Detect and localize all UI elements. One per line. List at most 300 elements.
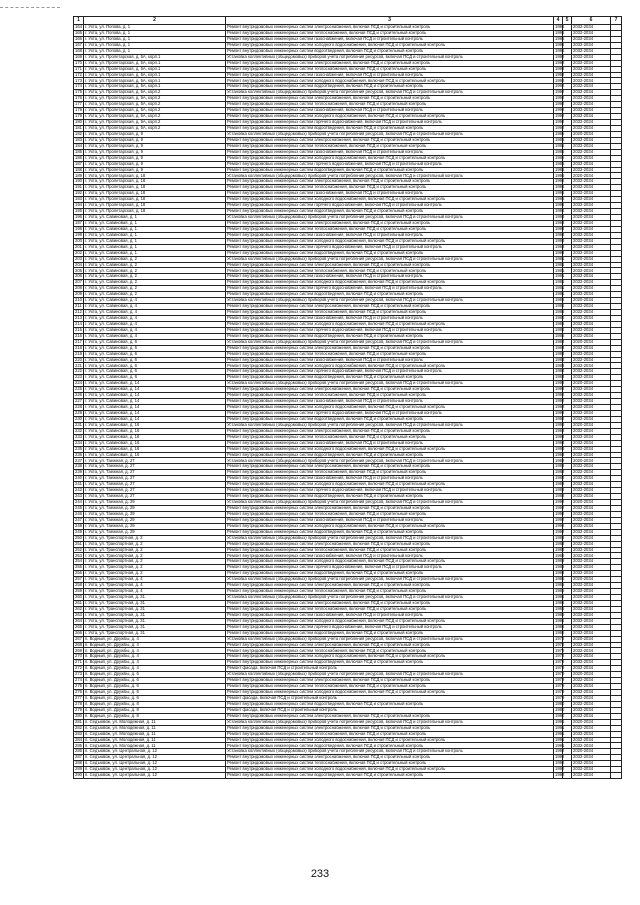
work-type-cell: Ремонт внутридомовых инженерных систем газоснабжения, включая ПСД и строительный контроль: [226, 191, 554, 197]
address-cell: г. Ухта, ул. Транспортная, д. 2: [84, 547, 226, 553]
build-year-cell: 1980: [555, 712, 565, 718]
build-year-cell: 1988: [555, 552, 565, 558]
build-year-cell: 1993: [555, 231, 565, 237]
build-year-cell: 1992: [555, 77, 565, 83]
row-number-cell: 177: [75, 101, 82, 107]
address-cell: г. Ухта, ул. Савиновая, д. 16: [84, 422, 226, 428]
row-number-cell: 188: [75, 166, 82, 172]
build-year-cell: 1985: [555, 588, 565, 594]
work-type-cell: Ремонт внутридомовых инженерных систем горячего водоснабжения, включая ПСД и строительный контроль: [226, 244, 554, 250]
work-type-cell: Установка коллективных (общедомовых) приборов учета потребления ресурсов, включая ПСД и строительный контроль: [226, 90, 554, 96]
address-cell: п. Седъювож, ул. Центральная, д. 12: [84, 773, 226, 779]
build-year-cell: 1996: [555, 208, 565, 214]
row-number-cell: 234: [75, 439, 82, 445]
build-year-cell: 1979: [555, 683, 565, 689]
row-number-cell: 200: [75, 237, 82, 243]
period-cell: 2020-2034: [572, 131, 611, 137]
work-type-cell: Ремонт внутридомовых инженерных систем горячего водоснабжения, включая ПСД и строительный контроль: [226, 565, 554, 571]
row-number-cell: 168: [75, 47, 82, 53]
row-number-cell: 264: [75, 617, 82, 623]
address-cell: г. Ухта, ул. Транспортная, д. 2: [84, 559, 226, 565]
row-number-cell: 250: [75, 534, 82, 540]
build-year-cell: 1988: [555, 457, 565, 463]
row-number-cell: 241: [75, 481, 82, 487]
period-cell: 2032-2034: [572, 440, 611, 446]
address-cell: г. Ухта, ул. Транспортная, д. 31: [84, 600, 226, 606]
period-cell: 2032-2034: [572, 238, 611, 244]
row-number-cell: 216: [75, 332, 82, 338]
row-number-cell: 290: [75, 772, 82, 778]
work-type-cell: Установка коллективных (общедомовых) приборов учета потребления ресурсов, включая ПСД и строительный контроль: [226, 298, 554, 304]
work-type-cell: Установка коллективных (общедомовых) приборов учета потребления ресурсов, включая ПСД и строительный контроль: [226, 339, 554, 345]
period-cell: 2032-2034: [572, 345, 611, 351]
address-cell: г. Ухта, ул. Савиновая, д. 14: [84, 393, 226, 399]
row-number-cell: 195: [75, 208, 82, 214]
period-cell: 2032-2034: [572, 286, 611, 292]
build-year-cell: 1983: [555, 368, 565, 374]
row-number-cell: 185: [75, 148, 82, 154]
work-type-cell: Ремонт внутридомовых инженерных систем водоотведения, включая ПСД и строительный контроль: [226, 494, 554, 500]
work-type-cell: Ремонт внутридомовых инженерных систем газоснабжения, включая ПСД и строительный контроль: [226, 274, 554, 280]
build-year-cell: 1986: [555, 297, 565, 303]
period-cell: 2020-2034: [572, 577, 611, 583]
period-cell: 2032-2034: [572, 357, 611, 363]
address-cell: г. Ухта, ул. Пролетарская, д. 5А, корп.2: [84, 96, 226, 102]
address-cell: п. Водный, ул. Дружбы, д. 6: [84, 678, 226, 684]
row-number-cell: 215: [75, 326, 82, 332]
address-cell: г. Ухта, ул. Савиновая, д. 2: [84, 280, 226, 286]
address-cell: г. Ухта, ул. Таежная, д. 27: [84, 458, 226, 464]
work-type-cell: Ремонт внутридомовых инженерных систем водоотведения, включая ПСД и строительный контроль: [226, 630, 554, 636]
row-number-cell: 227: [75, 398, 82, 404]
row-number-cell: 209: [75, 291, 82, 297]
build-year-cell: 1992: [555, 415, 565, 421]
build-year-cell: 1985: [555, 154, 565, 160]
period-cell: 2032-2034: [572, 618, 611, 624]
build-year-cell: 1992: [555, 386, 565, 392]
work-type-cell: Ремонт внутридомовых инженерных систем газоснабжения, включая ПСД и строительный контроль: [226, 36, 554, 42]
period-cell: 2020-2034: [572, 535, 611, 541]
row-number-cell: 169: [75, 53, 82, 59]
period-cell: 2032-2034: [572, 405, 611, 411]
period-cell: 2032-2034: [572, 648, 611, 654]
build-year-cell: 1985: [555, 142, 565, 148]
build-year-cell: 1992: [555, 101, 565, 107]
period-cell: 2032-2034: [572, 713, 611, 719]
work-type-cell: Ремонт внутридомовых инженерных систем водоотведения, включая ПСД и строительный контроль: [226, 125, 554, 131]
address-cell: п. Водный, ул. Дружбы, д. 4: [84, 660, 226, 666]
period-cell: 2032-2034: [572, 161, 611, 167]
build-year-cell: 1991: [555, 736, 565, 742]
period-cell: 2032-2034: [572, 606, 611, 612]
build-year-cell: 1983: [555, 374, 565, 380]
work-type-cell: Ремонт внутридомовых инженерных систем газоснабжения, включая ПСД и строительный контроль: [226, 72, 554, 78]
address-cell: г. Ухта, ул. Савиновая, д. 4: [84, 321, 226, 327]
address-cell: г. Ухта, ул. Таежная, д. 27: [84, 476, 226, 482]
work-type-cell: Установка коллективных (общедомовых) приборов учета потребления ресурсов, включая ПСД и строительный контроль: [226, 131, 554, 137]
address-cell: п. Седъювож, ул. Молодежная, д. 11: [84, 743, 226, 749]
period-cell: 2032-2034: [572, 84, 611, 90]
build-year-cell: 1980: [555, 706, 565, 712]
col-7-cell: [611, 773, 622, 779]
period-cell: 2032-2034: [572, 446, 611, 452]
work-type-cell: Ремонт внутридомовых инженерных систем водоотведения, включая ПСД и строительный контроль: [226, 773, 554, 779]
period-cell: 2032-2034: [572, 209, 611, 215]
address-cell: п. Седъювож, ул. Молодежная, д. 11: [84, 725, 226, 731]
period-cell: 2032-2034: [572, 743, 611, 749]
row-number-cell: 165: [75, 30, 82, 35]
address-cell: г. Ухта, ул. Транспортная, д. 31: [84, 612, 226, 618]
row-number-cell: 269: [75, 647, 82, 653]
period-cell: 2032-2034: [572, 125, 611, 131]
address-cell: г. Ухта, ул. Савиновая, д. 4: [84, 310, 226, 316]
work-type-cell: Ремонт внутридомовых инженерных систем электроснабжения, включая ПСД и строительный контроль: [226, 428, 554, 434]
row-number-cell: 233: [75, 433, 82, 439]
address-cell: г. Ухта, ул. Савиновая, д. 16: [84, 446, 226, 452]
build-year-cell: 1978: [555, 653, 565, 659]
build-year-cell: 1992: [555, 410, 565, 415]
build-year-cell: 1986: [555, 623, 565, 629]
address-cell: г. Ухта, ул. Таежная, д. 29: [84, 523, 226, 529]
row-number-cell: 232: [75, 427, 82, 433]
work-type-cell: Ремонт внутридомовых инженерных систем электроснабжения, включая ПСД и строительный контроль: [226, 96, 554, 102]
build-year-cell: 1988: [555, 463, 565, 469]
row-number-cell: 217: [75, 338, 82, 344]
address-cell: г. Ухта, ул. Савиновая, д. 6: [84, 339, 226, 345]
row-number-cell: 262: [75, 605, 82, 611]
work-type-cell: Ремонт внутридомовых инженерных систем холодного водоснабжения, включая ПСД и строительный контроль: [226, 737, 554, 743]
row-number-cell: 173: [75, 77, 82, 83]
period-cell: 2032-2034: [572, 737, 611, 743]
row-number-cell: 268: [75, 641, 82, 647]
address-cell: г. Ухта, ул. Попова, д. 1: [84, 42, 226, 48]
work-type-cell: Ремонт внутридомовых инженерных систем водоотведения, включая ПСД и строительный контроль: [226, 743, 554, 749]
work-type-cell: Ремонт внутридомовых инженерных систем горячего водоснабжения, включая ПСД и строительный контроль: [226, 161, 554, 167]
build-year-cell: 1985: [555, 136, 565, 142]
build-year-cell: 1981: [555, 273, 565, 279]
period-cell: 2020-2034: [572, 719, 611, 725]
row-number-cell: 252: [75, 546, 82, 552]
address-cell: п. Водный, ул. Дружбы, д. 8: [84, 701, 226, 707]
address-cell: г. Ухта, ул. Савиновая, д. 2: [84, 256, 226, 262]
period-cell: 2032-2034: [572, 517, 611, 523]
period-cell: 2020-2034: [572, 422, 611, 428]
address-cell: п. Седъювож, ул. Центральная, д. 12: [84, 761, 226, 767]
row-number-cell: 289: [75, 766, 82, 772]
period-cell: 2032-2034: [572, 226, 611, 232]
period-cell: 2032-2034: [572, 250, 611, 256]
period-cell: 2032-2034: [572, 761, 611, 767]
period-cell: 2032-2034: [572, 274, 611, 280]
work-type-cell: Ремонт внутридомовых инженерных систем водоотведения, включая ПСД и строительный контроль: [226, 375, 554, 381]
period-cell: 2032-2034: [572, 511, 611, 517]
build-year-cell: 1992: [555, 392, 565, 398]
address-cell: г. Ухта, ул. Транспортная, д. 2: [84, 553, 226, 559]
address-cell: п. Седъювож, ул. Центральная, д. 12: [84, 767, 226, 773]
address-cell: г. Ухта, ул. Савиновая, д. 2: [84, 286, 226, 292]
build-year-cell: 1985: [555, 160, 565, 166]
work-type-cell: Ремонт внутридомовых инженерных систем водоотведения, включая ПСД и строительный контроль: [226, 167, 554, 173]
address-cell: п. Водный, ул. Дружбы, д. 4: [84, 654, 226, 660]
build-year-cell: 1991: [555, 718, 565, 724]
period-cell: 2032-2034: [572, 203, 611, 209]
row-number-cell: 184: [75, 142, 82, 148]
work-type-cell: Ремонт внутридомовых инженерных систем теплоснабжения, включая ПСД и строительный контроль: [226, 589, 554, 595]
build-year-cell: 1986: [555, 303, 565, 309]
address-cell: г. Ухта, ул. Пролетарская, д. 5А, корп.2: [84, 125, 226, 131]
work-type-cell: Установка коллективных (общедомовых) приборов учета потребления ресурсов, включая ПСД и строительный контроль: [226, 535, 554, 541]
address-cell: г. Ухта, ул. Транспортная, д. 31: [84, 630, 226, 636]
work-type-cell: Ремонт внутридомовых инженерных систем холодного водоснабжения, включая ПСД и строительный контроль: [226, 767, 554, 773]
period-cell: 2020-2034: [572, 256, 611, 262]
build-year-cell: 1992: [555, 522, 565, 528]
row-number-cell: 275: [75, 683, 82, 689]
work-type-cell: Установка коллективных (общедомовых) приборов учета потребления ресурсов, включая ПСД и строительный контроль: [226, 173, 554, 179]
address-cell: п. Водный, ул. Дружбы, д. 6: [84, 690, 226, 696]
row-number-cell: 181: [75, 125, 82, 130]
period-cell: 2032-2034: [572, 72, 611, 78]
build-year-cell: 1996: [555, 47, 565, 53]
row-number-cell: 271: [75, 659, 82, 665]
period-cell: 2032-2034: [572, 197, 611, 203]
row-number-cell: 267: [75, 635, 82, 641]
period-cell: 2032-2034: [572, 179, 611, 185]
address-cell: г. Ухта, ул. Транспортная, д. 31: [84, 606, 226, 612]
address-cell: г. Ухта, ул. Транспортная, д. 31: [84, 618, 226, 624]
build-year-cell: 1992: [555, 510, 565, 516]
row-number-cell: 180: [75, 119, 82, 125]
period-cell: 2032-2034: [572, 36, 611, 42]
row-number-cell: 242: [75, 487, 82, 493]
row-number-cell: 212: [75, 309, 82, 315]
work-type-cell: Установка коллективных (общедомовых) приборов учета потребления ресурсов, включая ПСД и строительный контроль: [226, 595, 554, 601]
work-type-cell: Ремонт внутридомовых инженерных систем теплоснабжения, включая ПСД и строительный контроль: [226, 684, 554, 690]
row-number-cell: 198: [75, 225, 82, 231]
period-cell: 2032-2034: [572, 565, 611, 571]
build-year-cell: 1992: [555, 65, 565, 71]
row-number-cell: 253: [75, 552, 82, 558]
build-year-cell: 1986: [555, 600, 565, 605]
work-type-cell: Ремонт внутридомовых инженерных систем электроснабжения, включая ПСД и строительный контроль: [226, 600, 554, 606]
row-number-cell: 260: [75, 594, 82, 600]
build-year-cell: 1986: [555, 320, 565, 326]
build-year-cell: 1991: [555, 724, 565, 730]
address-cell: г. Ухта, ул. Пролетарская, д. 5А, корп.1: [84, 78, 226, 84]
header-col-4: 4: [554, 17, 563, 25]
work-type-cell: Ремонт внутридомовых инженерных систем газоснабжения, включая ПСД и строительный контроль: [226, 517, 554, 523]
period-cell: 2020-2034: [572, 595, 611, 601]
period-cell: 2032-2034: [572, 767, 611, 773]
period-cell: 2032-2034: [572, 244, 611, 250]
row-number-cell: 282: [75, 724, 82, 730]
address-cell: г. Ухта, ул. Савиновая, д. 4: [84, 333, 226, 339]
address-cell: п. Седъювож, ул. Центральная, д. 12: [84, 749, 226, 755]
work-type-cell: Ремонт внутридомовых инженерных систем электроснабжения, включая ПСД и строительный контроль: [226, 541, 554, 547]
work-type-cell: Ремонт внутридомовых инженерных систем водоотведения, включая ПСД и строительный контроль: [226, 701, 554, 707]
address-cell: г. Ухта, ул. Савиновая, д. 14: [84, 410, 226, 416]
period-cell: 2020-2034: [572, 339, 611, 345]
work-type-cell: Ремонт внутридомовых инженерных систем теплоснабжения, включая ПСД и строительный контроль: [226, 731, 554, 737]
build-year-cell: 1996: [555, 35, 565, 41]
period-cell: 2020-2034: [572, 173, 611, 179]
work-type-cell: Установка коллективных (общедомовых) приборов учета потребления ресурсов, включая ПСД и строительный контроль: [226, 577, 554, 583]
address-cell: г. Ухта, ул. Савиновая, д. 2: [84, 262, 226, 268]
work-type-cell: Ремонт внутридомовых инженерных систем холодного водоснабжения, включая ПСД и строительный контроль: [226, 155, 554, 161]
row-number-cell: 257: [75, 576, 82, 582]
work-type-cell: Установка коллективных (общедомовых) приборов учета потребления ресурсов, включая ПСД и строительный контроль: [226, 636, 554, 642]
row-number-cell: 193: [75, 196, 82, 202]
address-cell: г. Ухта, ул. Пролетарская, д. 5А, корп.2: [84, 120, 226, 126]
address-cell: г. Ухта, ул. Попова, д. 1: [84, 25, 226, 31]
build-year-cell: 1985: [555, 582, 565, 588]
build-year-cell: 1985: [555, 148, 565, 154]
address-cell: г. Ухта, ул. Савиновая, д. 1: [84, 238, 226, 244]
address-cell: г. Ухта, ул. Пролетарская, д. 9: [84, 143, 226, 149]
build-year-cell: 1992: [555, 754, 565, 760]
address-cell: г. Ухта, ул. Савиновая, д. 2: [84, 268, 226, 274]
work-type-cell: Ремонт внутридомовых инженерных систем водоотведения, включая ПСД и строительный контроль: [226, 333, 554, 339]
work-type-cell: Ремонт внутридомовых инженерных систем газоснабжения, включая ПСД и строительный контроль: [226, 612, 554, 618]
row-number-cell: 286: [75, 748, 82, 754]
build-year-cell: 1988: [555, 534, 565, 540]
address-cell: г. Ухта, ул. Савиновая, д. 4: [84, 327, 226, 333]
address-cell: г. Ухта, ул. Савиновая, д. 14: [84, 416, 226, 422]
row-number-cell: 167: [75, 41, 82, 47]
work-type-cell: Ремонт внутридомовых инженерных систем водоотведения, включая ПСД и строительный контроль: [226, 84, 554, 90]
period-cell: 2032-2034: [572, 571, 611, 577]
address-cell: г. Ухта, ул. Пролетарская, д. 9: [84, 131, 226, 137]
work-type-cell: Установка коллективных (общедомовых) приборов учета потребления ресурсов, включая ПСД и строительный контроль: [226, 54, 554, 60]
build-year-cell: 1996: [555, 178, 565, 184]
period-cell: 2032-2034: [572, 464, 611, 470]
work-type-cell: Ремонт внутридомовых инженерных систем водоотведения, включая ПСД и строительный контроль: [226, 416, 554, 422]
row-number-cell: 190: [75, 178, 82, 184]
work-type-cell: Ремонт внутридомовых инженерных систем водоотведения, включая ПСД и строительный контроль: [226, 660, 554, 666]
period-cell: 2032-2034: [572, 725, 611, 731]
work-type-cell: Ремонт внутридомовых инженерных систем холодного водоснабжения, включая ПСД и строительный контроль: [226, 690, 554, 696]
period-cell: 2032-2034: [572, 280, 611, 286]
build-year-cell: 1981: [555, 291, 565, 297]
work-type-cell: Установка коллективных (общедомовых) приборов учета потребления ресурсов, включая ПСД и строительный контроль: [226, 381, 554, 387]
work-type-cell: Ремонт внутридомовых инженерных систем холодного водоснабжения, включая ПСД и строительный контроль: [226, 280, 554, 286]
work-type-cell: Ремонт внутридомовых инженерных систем электроснабжения, включая ПСД и строительный контроль: [226, 262, 554, 268]
build-year-cell: 1988: [555, 558, 565, 564]
row-number-cell: 183: [75, 136, 82, 142]
period-cell: 2032-2034: [572, 654, 611, 660]
row-number-cell: 230: [75, 415, 82, 421]
address-cell: г. Ухта, ул. Пролетарская, д. 9: [84, 155, 226, 161]
work-type-cell: Ремонт внутридомовых инженерных систем газоснабжения, включая ПСД и строительный контроль: [226, 149, 554, 155]
build-year-cell: 1996: [555, 190, 565, 196]
work-type-cell: Ремонт внутридомовых инженерных систем холодного водоснабжения, включая ПСД и строительный контроль: [226, 654, 554, 660]
work-type-cell: Ремонт внутридомовых инженерных систем водоотведения, включая ПСД и строительный контроль: [226, 209, 554, 215]
work-type-cell: Ремонт внутридомовых инженерных систем теплоснабжения, включая ПСД и строительный контроль: [226, 511, 554, 517]
period-cell: 2032-2034: [572, 78, 611, 84]
row-number-cell: 247: [75, 516, 82, 522]
period-cell: 2032-2034: [572, 476, 611, 482]
build-year-cell: 1988: [555, 469, 565, 475]
row-number-cell: 251: [75, 540, 82, 546]
period-cell: 2032-2034: [572, 589, 611, 595]
build-year-cell: 1991: [555, 742, 565, 748]
build-year-cell: 1991: [555, 730, 565, 736]
work-type-cell: Ремонт внутридомовых инженерных систем теплоснабжения, включая ПСД и строительный контроль: [226, 185, 554, 191]
address-cell: г. Ухта, ул. Савиновая, д. 1: [84, 244, 226, 250]
work-type-cell: Ремонт внутридомовых инженерных систем электроснабжения, включая ПСД и строительный контроль: [226, 179, 554, 185]
build-year-cell: 1993: [555, 451, 565, 457]
period-cell: 2032-2034: [572, 541, 611, 547]
address-cell: г. Ухта, ул. Таежная, д. 27: [84, 482, 226, 488]
build-year-cell: 1992: [555, 499, 565, 505]
row-number-cell: 182: [75, 130, 82, 136]
work-type-cell: Ремонт внутридомовых инженерных систем газоснабжения, включая ПСД и строительный контроль: [226, 232, 554, 238]
build-year-cell: 1986: [555, 315, 565, 320]
period-cell: 2032-2034: [572, 42, 611, 48]
table-body: [74, 25, 622, 779]
build-year-cell: 1988: [555, 540, 565, 546]
row-number-cell: 205: [75, 267, 82, 273]
address-cell: г. Ухта, ул. Попова, д. 1: [84, 48, 226, 54]
build-year-cell: 1996: [555, 30, 565, 35]
row-number-cell: 244: [75, 499, 82, 505]
build-year-cell: 1988: [555, 546, 565, 552]
work-type-cell: Ремонт внутридомовых инженерных систем горячего водоснабжения, включая ПСД и строительный контроль: [226, 120, 554, 126]
address-cell: г. Ухта, ул. Савиновая, д. 1: [84, 226, 226, 232]
build-year-cell: 1980: [555, 700, 565, 706]
build-year-cell: 1988: [555, 493, 565, 499]
build-year-cell: 1992: [555, 89, 565, 95]
period-cell: 2032-2034: [572, 375, 611, 381]
row-number-cell: 239: [75, 469, 82, 475]
work-type-cell: Ремонт внутридомовых инженерных систем водоотведения, включая ПСД и строительный контроль: [226, 529, 554, 535]
period-cell: 2032-2034: [572, 612, 611, 618]
build-year-cell: 1986: [555, 605, 565, 611]
build-year-cell: 1992: [555, 398, 565, 404]
work-type-cell: Ремонт фасада, включая ПСД и строительный контроль: [226, 695, 554, 701]
work-type-cell: Ремонт внутридомовых инженерных систем электроснабжения, включая ПСД и строительный контроль: [226, 725, 554, 731]
period-cell: 2032-2034: [572, 60, 611, 66]
scan-edge-mark: [0, 7, 60, 9]
work-type-cell: Ремонт внутридомовых инженерных систем теплоснабжения, включая ПСД и строительный контроль: [226, 143, 554, 149]
header-col-1: 1: [74, 17, 84, 25]
address-cell: п. Водный, ул. Дружбы, д. 4: [84, 642, 226, 648]
row-number-cell: 186: [75, 154, 82, 160]
row-number-cell: 171: [75, 65, 82, 71]
row-number-cell: 266: [75, 629, 82, 635]
build-year-cell: 1996: [555, 202, 565, 208]
build-year-cell: 1993: [555, 421, 565, 427]
row-number-cell: 283: [75, 730, 82, 736]
row-number-cell: 194: [75, 202, 82, 208]
work-type-cell: Ремонт внутридомовых инженерных систем теплоснабжения, включая ПСД и строительный контроль: [226, 66, 554, 72]
address-cell: п. Водный, ул. Дружбы, д. 4: [84, 666, 226, 672]
period-cell: 2020-2034: [572, 749, 611, 755]
period-cell: 2032-2034: [572, 90, 611, 96]
work-type-cell: Ремонт внутридомовых инженерных систем горячего водоснабжения, включая ПСД и строительный контроль: [226, 488, 554, 494]
address-cell: г. Ухта, ул. Пролетарская, д. 5А, корп.2: [84, 108, 226, 114]
build-year-cell: 1983: [555, 356, 565, 362]
build-year-cell: 1985: [555, 166, 565, 172]
work-type-cell: Установка коллективных (общедомовых) приборов учета потребления ресурсов, включая ПСД и строительный контроль: [226, 422, 554, 428]
row-number-cell: 222: [75, 368, 82, 374]
build-year-cell: 1992: [555, 119, 565, 125]
work-type-cell: Ремонт внутридомовых инженерных систем водоотведения, включая ПСД и строительный контроль: [226, 452, 554, 458]
build-year-cell: 1981: [555, 261, 565, 267]
period-cell: 2032-2034: [572, 387, 611, 393]
address-cell: г. Ухта, ул. Транспортная, д. 4: [84, 583, 226, 589]
address-cell: г. Ухта, ул. Савиновая, д. 1: [84, 215, 226, 221]
work-type-cell: Ремонт внутридомовых инженерных систем теплоснабжения, включая ПСД и строительный контроль: [226, 226, 554, 232]
